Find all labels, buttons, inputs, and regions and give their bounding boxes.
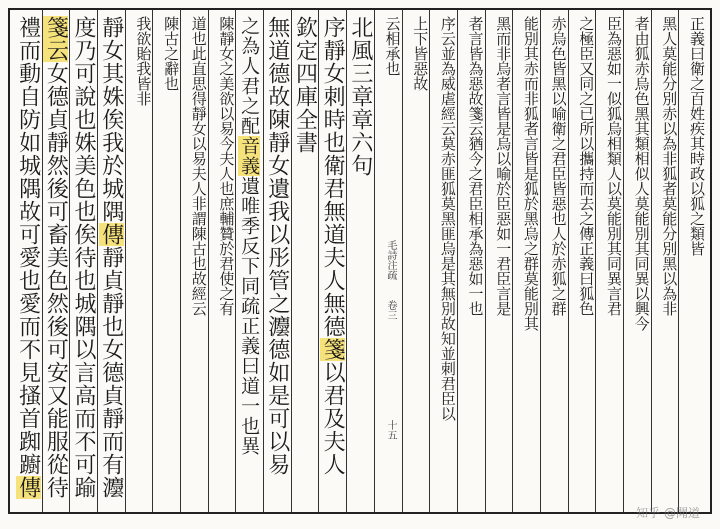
text-column: 我欲貽我皆非 [134, 16, 153, 106]
text-column: 之為人君之配音義遺唯季反下同疏正義曰道一也異 [238, 16, 261, 456]
column-rule [152, 10, 153, 512]
text-column: 箋云女德貞靜然後可畜美色然後可安又能服從待 [43, 16, 69, 499]
column-rule [180, 10, 181, 512]
text-column: 陳靜女之美欲以易今夫人也庶輔贊於君使之有 [217, 16, 236, 316]
column-rule [485, 10, 486, 512]
watermark: 知乎 @聞道 [636, 506, 700, 520]
text-column: 陳古之辭也 [162, 16, 181, 91]
text-column: 道也此直思得靜女以易夫人非謂陳古也故經云 [189, 16, 208, 316]
margin-page-number: 十五 [385, 420, 396, 440]
highlighted-term: 音義 [238, 136, 261, 176]
text-column: 上下皆惡故 [411, 16, 430, 91]
column-rule [97, 10, 98, 512]
highlighted-term: 傳 [98, 223, 124, 246]
text-column: 能別其赤而非狐者言皆是狐於黑烏之群莫能別其 [521, 16, 540, 331]
column-rule [318, 10, 319, 512]
text-column: 正義曰衛之百姓疾其時政以狐之類皆 [687, 16, 706, 256]
text-column: 者由狐赤烏色黑其類相似人莫能別其同異以興今 [632, 16, 651, 331]
text-column: 序云並為威虐經云莫赤匪狐莫黑匪烏是其無別故知並刺君臣以 [438, 16, 457, 421]
column-rule [208, 10, 209, 512]
text-column: 無道德故陳靜女遺我以彤管之灋德如是可以易 [264, 16, 290, 476]
text-column: 欽定四庫全書 [292, 16, 318, 154]
highlighted-term: 傳 [15, 476, 41, 499]
column-rule [429, 10, 430, 512]
highlighted-term: 箋 [320, 338, 346, 361]
text-column: 臣為惡如一似狐烏相類人以莫能別其同異言君 [604, 16, 623, 316]
highlighted-term: 箋云 [43, 16, 69, 62]
text-column: 北風三章章六句 [347, 16, 373, 177]
column-rule [568, 10, 569, 512]
text-column: 度乃可說也姝美色也俟待也城隅以言高而不可踰 [71, 16, 97, 499]
column-rule [291, 10, 292, 512]
margin-book-title: 毛詩注疏 [385, 240, 396, 280]
column-rule [346, 10, 347, 512]
column-rule [457, 10, 458, 512]
column-rule [69, 10, 70, 512]
column-rule [263, 10, 264, 512]
column-rule [540, 10, 541, 512]
column-rule [512, 10, 513, 512]
text-column: 序靜女刺時也衛君無道夫人無德箋以君及夫人 [320, 16, 346, 476]
text-column: 黑人莫能分別赤以為非狐者莫能分別黑以為非 [660, 16, 679, 316]
column-rule [374, 10, 375, 512]
text-column: 云相承也 [383, 16, 402, 76]
text-column: 禮而動自防如城隅故可愛也愛而不見搔首踟躕傳 [15, 16, 41, 499]
column-rule [42, 10, 43, 512]
text-column: 靜女其姝俟我於城隅傳靜貞靜也女德貞靜而有灋 [98, 16, 124, 499]
column-rule [595, 10, 596, 512]
text-column: 者言皆為惡故箋云猶今之君臣相承為惡如一也 [466, 16, 485, 316]
text-column: 赤烏色皆黑以喻衛之君臣皆惡也人於赤狐之群 [549, 16, 568, 316]
column-rule [623, 10, 624, 512]
column-rule [125, 10, 126, 512]
column-rule [235, 10, 236, 512]
column-rule [678, 10, 679, 512]
text-column: 之極臣又同之已所以攜持而去之傳正義曰狐色 [577, 16, 596, 316]
column-rule [651, 10, 652, 512]
column-rule [402, 10, 403, 512]
margin-volume: 卷三 [385, 300, 396, 320]
text-column: 黑而非烏者言皆是烏以喻於臣惡如一君臣言是 [494, 16, 513, 316]
